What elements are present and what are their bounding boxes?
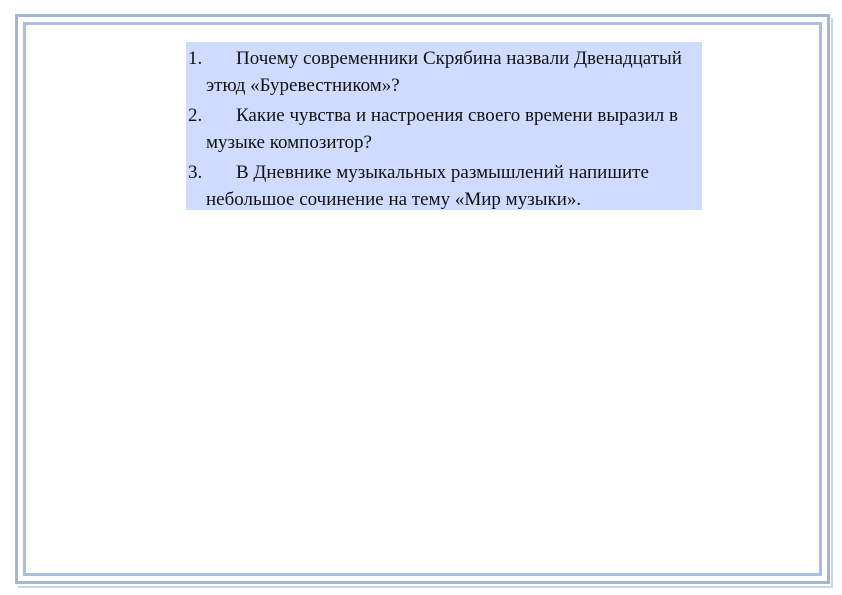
question-number: 2.	[188, 105, 203, 126]
question-number: 1.	[188, 48, 203, 69]
question-item-2	[188, 102, 698, 156]
question-box	[186, 42, 702, 210]
question-text: Почему современники Скрябина назвали Двенадцатый этюд «Буревестником»?	[206, 48, 682, 96]
question-item-1	[188, 45, 698, 99]
question-list	[188, 45, 698, 213]
question-text: В Дневнике музыкальных размышлений напишите небольшое сочинение на тему «Мир музыки».	[206, 162, 649, 210]
question-item-3	[188, 159, 698, 213]
question-text: Какие чувства и настроения своего времени выразил в музыке композитор?	[206, 105, 678, 153]
question-number: 3.	[188, 162, 203, 183]
